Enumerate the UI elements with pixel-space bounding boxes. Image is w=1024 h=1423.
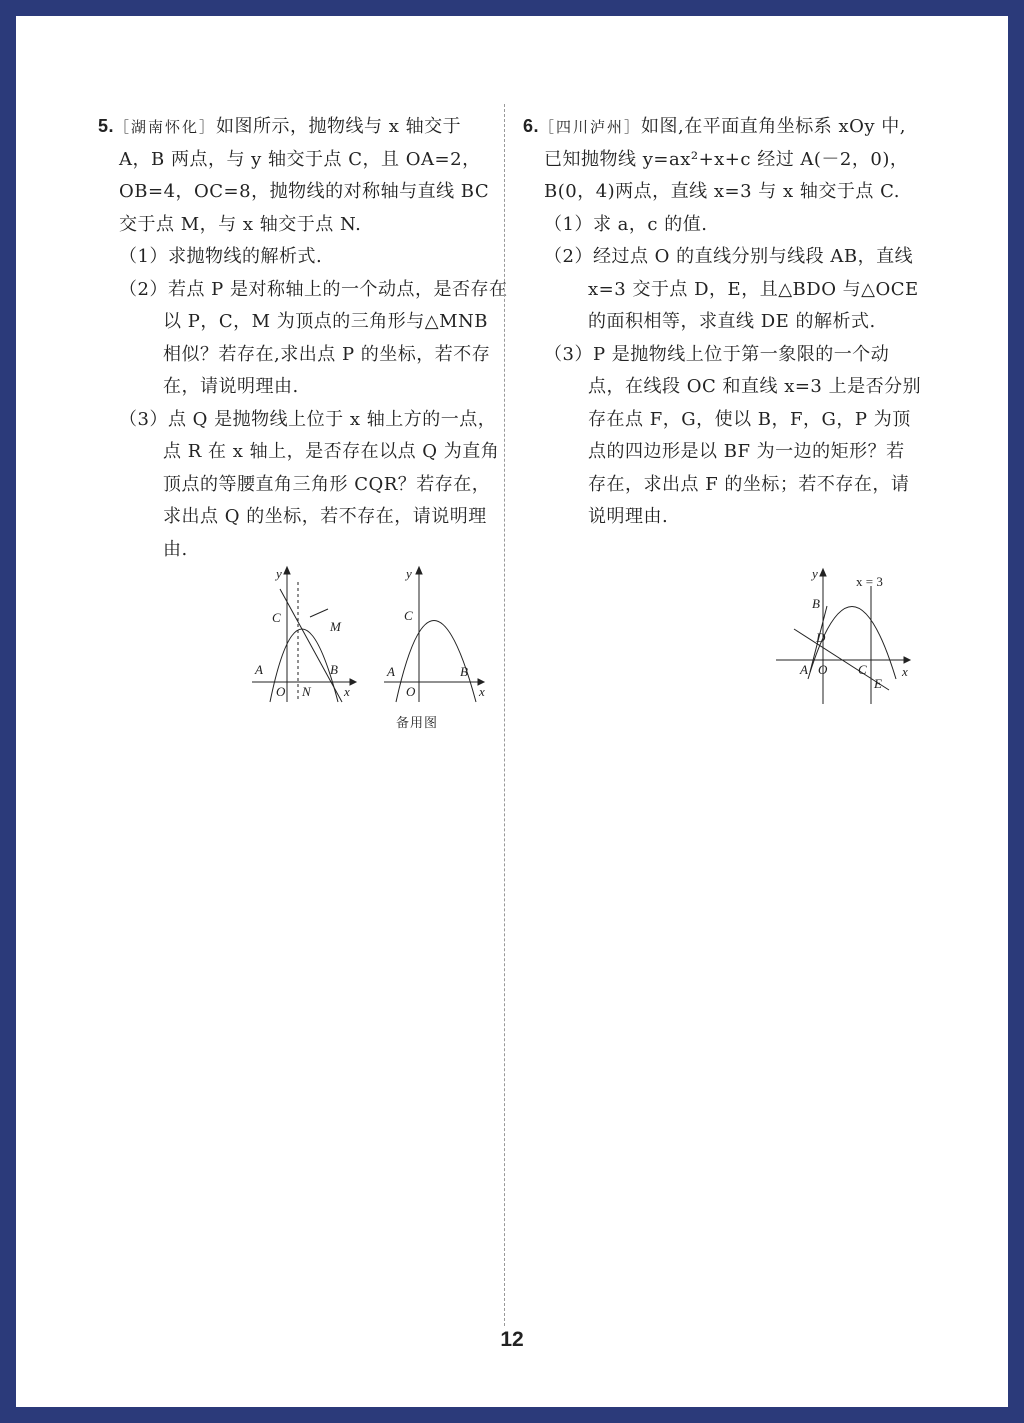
label-x: x [479,684,485,699]
question-6 [523,110,923,534]
label-d: D [816,630,826,645]
label-c: C [858,662,867,677]
q6-part-2: （2）经过点 O 的直线分别与线段 AB，直线 x=3 交于点 D，E，且△BDO 与△OCE 的面积相等，求直线 DE 的解析式. [544,246,919,332]
q5-part-2: （2）若点 P 是对称轴上的一个动点，是否存在以 P，C，M 为顶点的三角形与△MNB 相似？若存在,求出点 P 的坐标，若不存在，请说明理由. [119,278,508,397]
page-number: 12 [500,1328,524,1351]
q5-figure-1 [250,564,360,704]
y-axis-arrow [820,569,826,576]
q5-stem-line-1 [98,110,508,144]
label-x: x [344,684,350,699]
q5-part-1: （1）求抛物线的解析式. [119,246,323,267]
label-m: M [330,619,341,634]
q5-part-3: （3）点 Q 是抛物线上位于 x 轴上方的一点，点 R 在 x 轴上，是否存在以点 Q 为直角顶点的等腰直角三角形 CQR？若存在，求出点 Q 的坐标，若不存在，请说明理由. [119,408,500,560]
label-c: C [404,608,413,623]
label-c: C [272,610,281,625]
label-a: A [255,662,263,677]
q5-figure-2-caption: 备用图 [396,716,439,731]
q6-part-1: （1）求 a，c 的值. [544,213,708,235]
label-o: O [406,684,416,699]
y-axis-arrow [284,567,290,574]
q5-figure-2 [382,564,492,704]
m-pointer [310,609,328,617]
q6-figure [774,564,914,709]
q5-stem-line-3: OB=4，OC=8，抛物线的对称轴与直线 BC [119,181,490,202]
label-x: x [902,664,908,679]
label-line-x-eq-3: x = 3 [856,574,883,589]
q6-source: ［四川泸州］ [539,118,642,136]
label-o: O [818,662,828,677]
label-b: B [330,662,338,677]
q6-part-3: （3）P 是抛物线上位于第一象限的一个动点，在线段 OC 和直线 x=3 上是否分别存在点 F，G，使以 B，F，G，P 为顶点的四边形是以 BF 为一边的矩形？若存在，求出点 F 的坐标；若不存在，请说明理由. [544,343,922,527]
worksheet-page [16,16,1008,1407]
q5-stem-text-1: 如图所示，抛物线与 x 轴交于 [216,116,462,137]
q5-stem-line-2: A，B 两点，与 y 轴交于点 C，且 OA=2， [119,148,481,170]
x-axis-arrow [350,679,356,685]
label-y: y [812,566,818,581]
x-axis-arrow [904,657,910,663]
label-a: A [387,664,395,679]
label-n: N [302,684,311,699]
label-a: A [800,662,808,677]
line-bc [280,589,342,702]
question-5 [98,110,508,566]
q6-stem-line-2: 已知抛物线 y=ax²+x+c 经过 A(－2，0)， [544,148,909,170]
q6-stem-line-3: B(0，4)两点，直线 x=3 与 x 轴交于点 C. [544,181,900,202]
label-b: B [812,596,820,611]
q5-number: 5. [98,116,115,136]
q6-number: 6. [523,116,540,136]
label-y: y [406,566,412,581]
label-e: E [874,676,882,691]
label-b: B [460,664,468,679]
q5-stem-line-4: 交于点 M，与 x 轴交于点 N. [119,213,362,235]
y-axis-arrow [416,567,422,574]
label-o: O [276,684,286,699]
column-divider [504,104,505,1326]
q5-source: ［湖南怀化］ [114,118,217,136]
q6-stem-line-1 [523,110,923,144]
q6-stem-text-1: 如图,在平面直角坐标系 xOy 中, [641,116,906,137]
label-y: y [276,566,282,581]
